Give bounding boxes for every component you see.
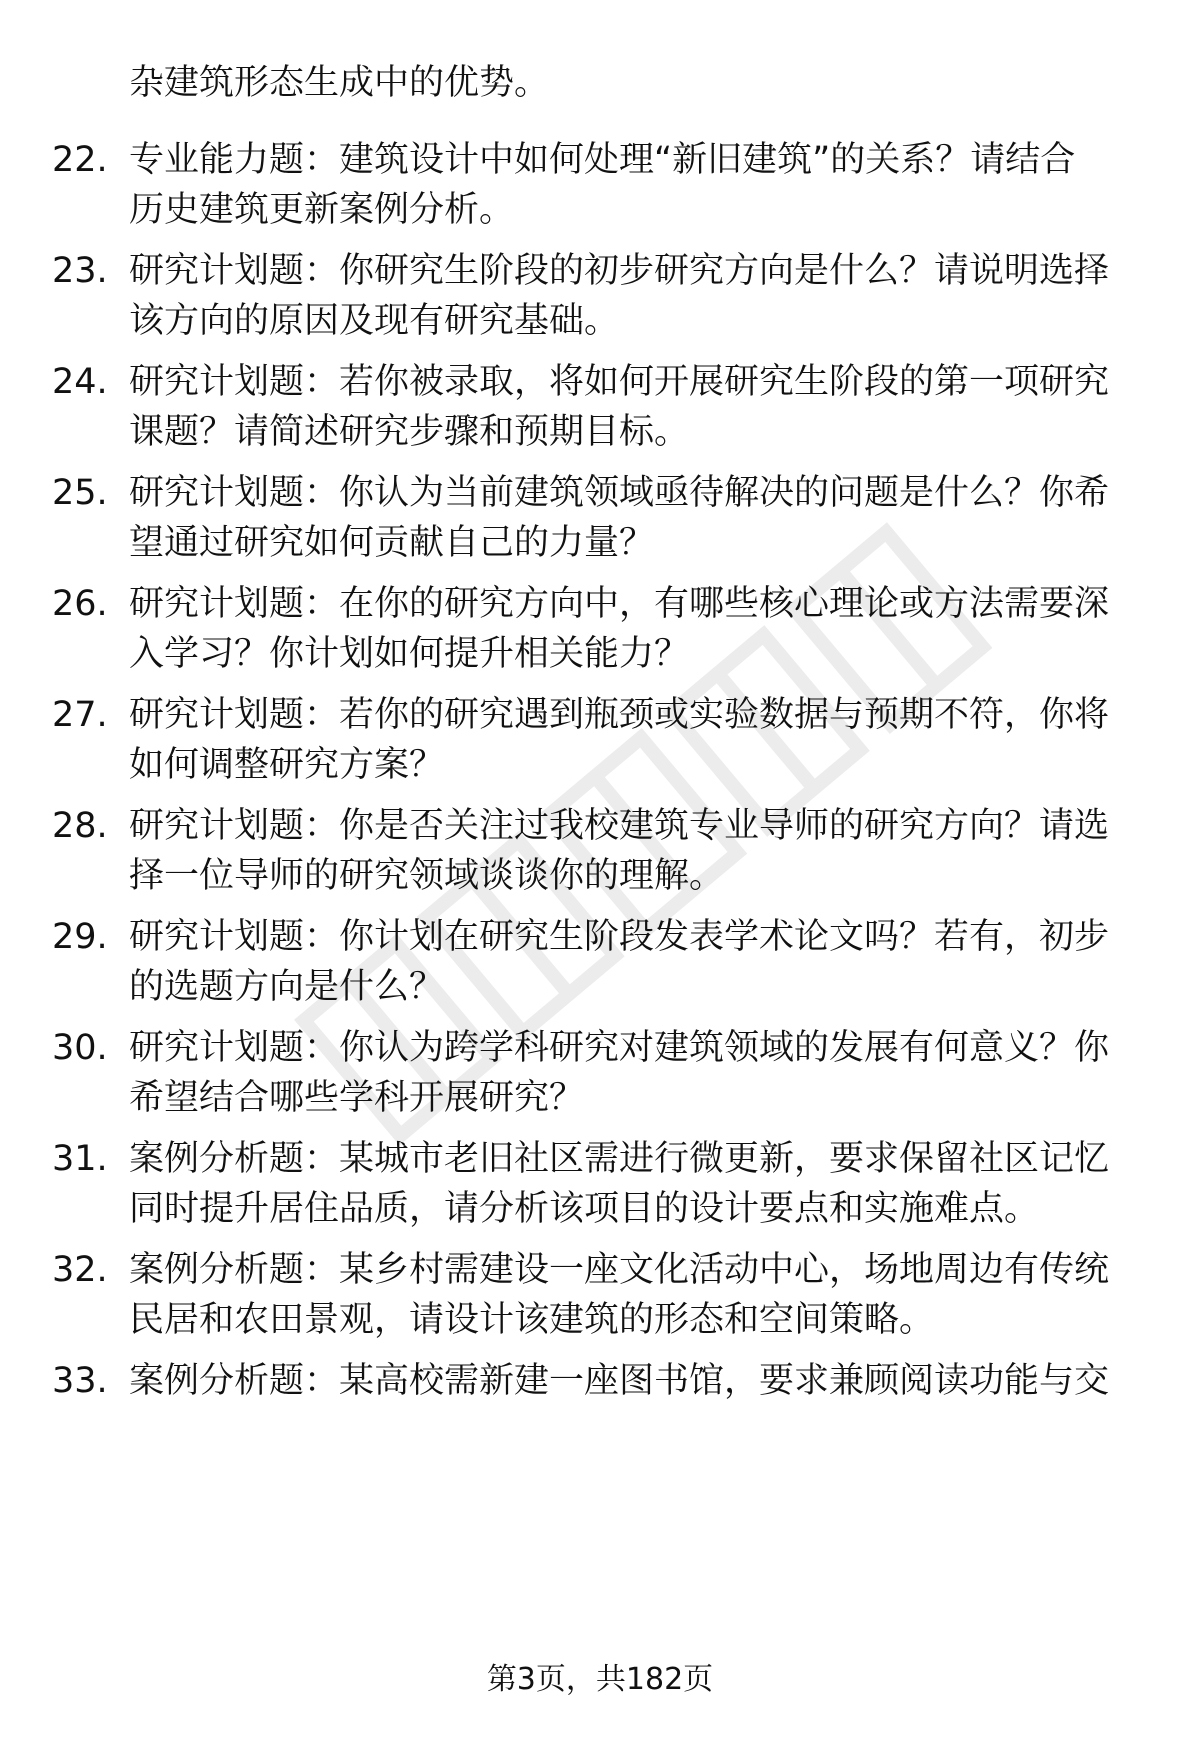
item-line: 入学习？你计划如何提升相关能力？ bbox=[129, 634, 690, 674]
item-line: 研究计划题：你认为跨学科研究对建筑领域的发展有何意义？你 bbox=[129, 1028, 1110, 1068]
item-number: 30. bbox=[52, 1028, 108, 1068]
item-line: 研究计划题：若你的研究遇到瓶颈或实验数据与预期不符，你将 bbox=[129, 695, 1110, 735]
item-line: 案例分析题：某乡村需建设一座文化活动中心，场地周边有传统 bbox=[129, 1250, 1110, 1290]
item-line: 择一位导师的研究领域谈谈你的理解。 bbox=[129, 856, 725, 896]
item-number: 31. bbox=[52, 1139, 108, 1179]
item-line: 研究计划题：你认为当前建筑领域亟待解决的问题是什么？你希 bbox=[129, 473, 1110, 513]
item-line: 案例分析题：某城市老旧社区需进行微更新，要求保留社区记忆 bbox=[129, 1139, 1110, 1179]
item-text bbox=[129, 1134, 1139, 1234]
item-text bbox=[129, 246, 1139, 346]
item-text bbox=[129, 801, 1139, 901]
item-number: 28. bbox=[52, 806, 108, 846]
item-text bbox=[129, 357, 1139, 457]
item-number: 26. bbox=[52, 584, 108, 624]
item-text bbox=[129, 1245, 1139, 1345]
item-line: 研究计划题：在你的研究方向中，有哪些核心理论或方法需要深 bbox=[129, 584, 1110, 624]
item-number: 29. bbox=[52, 917, 108, 957]
item-number: 27. bbox=[52, 695, 108, 735]
item-number: 23. bbox=[52, 251, 108, 291]
item-line: 研究计划题：你研究生阶段的初步研究方向是什么？请说明选择 bbox=[129, 251, 1110, 291]
item-line: 民居和农田景观，请设计该建筑的形态和空间策略。 bbox=[129, 1300, 935, 1340]
item-text bbox=[129, 1023, 1139, 1123]
item-line: 研究计划题：你计划在研究生阶段发表学术论文吗？若有，初步 bbox=[129, 917, 1110, 957]
item-number: 32. bbox=[52, 1250, 108, 1290]
item-line: 如何调整研究方案？ bbox=[129, 745, 445, 785]
item-number: 22. bbox=[52, 140, 108, 180]
page-footer: 第3页，共182页 bbox=[486, 1662, 714, 1697]
item-line: 专业能力题：建筑设计中如何处理“新旧建筑”的关系？请结合 bbox=[129, 140, 1076, 180]
item-number: 25. bbox=[52, 473, 108, 513]
continuation-text: 杂建筑形态生成中的优势。 bbox=[129, 63, 550, 103]
item-text bbox=[129, 690, 1139, 790]
item-number: 33. bbox=[52, 1361, 108, 1401]
item-text bbox=[129, 135, 1139, 235]
item-line: 研究计划题：你是否关注过我校建筑专业导师的研究方向？请选 bbox=[129, 806, 1110, 846]
item-line: 该方向的原因及现有研究基础。 bbox=[129, 301, 620, 341]
item-line: 希望结合哪些学科开展研究？ bbox=[129, 1078, 585, 1118]
item-text bbox=[129, 1356, 1139, 1406]
item-line: 研究计划题：若你被录取，将如何开展研究生阶段的第一项研究 bbox=[129, 362, 1110, 402]
item-line: 望通过研究如何贡献自己的力量？ bbox=[129, 523, 655, 563]
item-text bbox=[129, 912, 1139, 1012]
item-text bbox=[129, 468, 1139, 568]
item-line: 课题？请简述研究步骤和预期目标。 bbox=[129, 412, 690, 452]
item-line: 案例分析题：某高校需新建一座图书馆，要求兼顾阅读功能与交 bbox=[129, 1361, 1110, 1401]
item-number: 24. bbox=[52, 362, 108, 402]
item-text bbox=[129, 579, 1139, 679]
item-line: 的选题方向是什么？ bbox=[129, 967, 445, 1007]
item-line: 历史建筑更新案例分析。 bbox=[129, 190, 515, 230]
item-line: 同时提升居住品质，请分析该项目的设计要点和实施难点。 bbox=[129, 1189, 1040, 1229]
